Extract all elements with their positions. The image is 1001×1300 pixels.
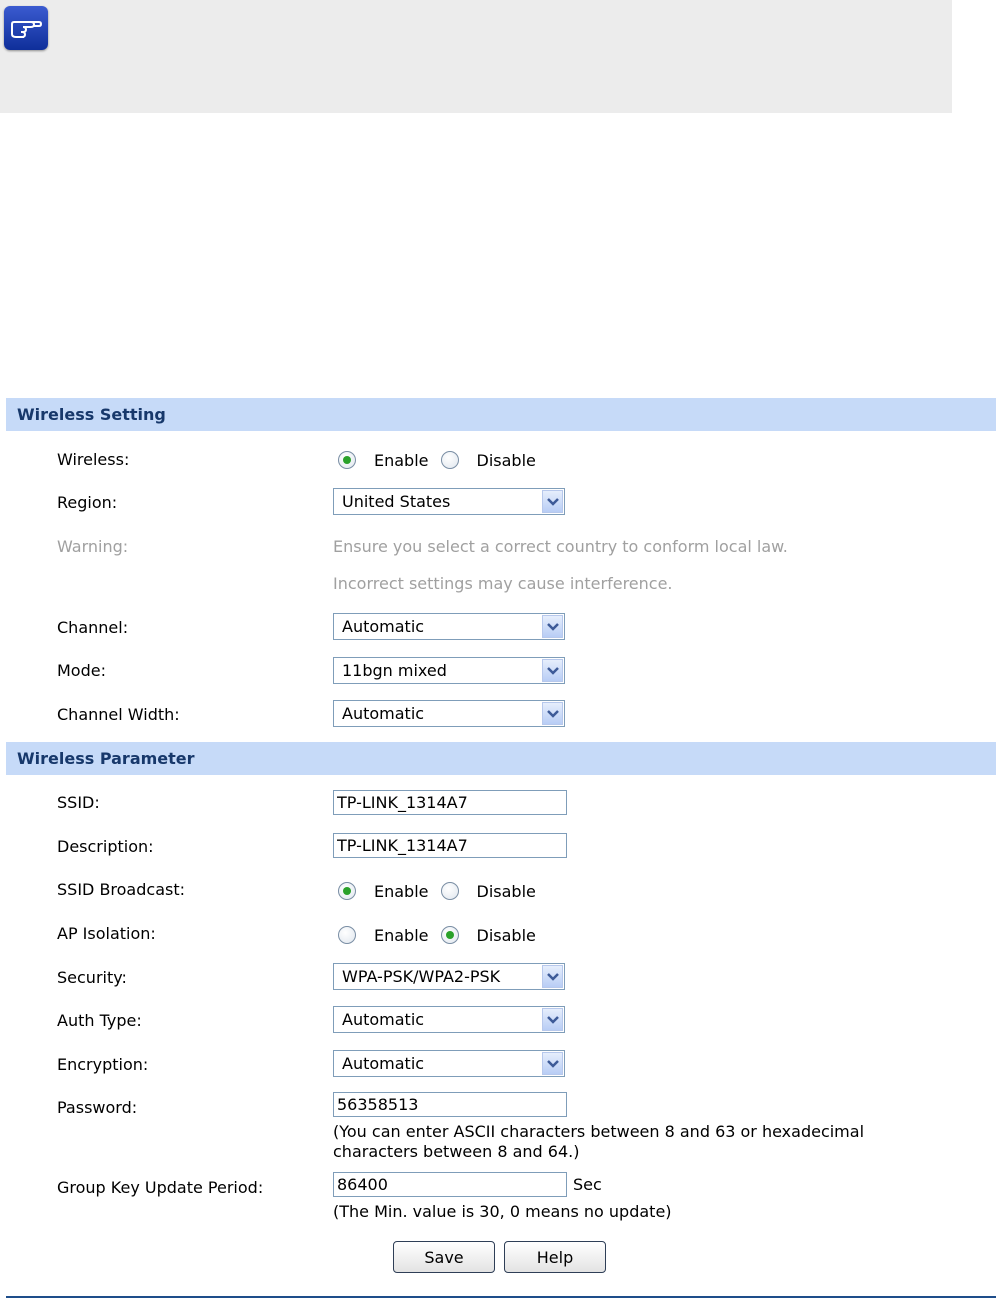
group-key-label: Group Key Update Period: [57,1178,264,1197]
password-input[interactable] [333,1092,567,1117]
ap-isolation-disable-label: Disable [476,925,536,945]
hand-pointing-icon [4,6,48,50]
group-key-input[interactable] [333,1172,567,1197]
channel-width-select[interactable] [333,700,565,727]
group-key-unit: Sec [573,1175,602,1194]
bottom-divider [6,1296,996,1298]
chevron-down-icon [542,615,563,638]
wireless-label: Wireless: [57,450,130,469]
wireless-enable-label: Enable [374,450,429,470]
description-input[interactable] [333,833,567,858]
channel-width-value: Automatic [342,704,425,723]
chevron-down-icon [542,1008,563,1031]
auth-type-value: Automatic [342,1010,425,1029]
password-note-line1: (You can enter ASCII characters between 8 and 63 or hexadecimal [333,1122,865,1141]
save-button[interactable]: Save [393,1241,495,1273]
chevron-down-icon [542,1052,563,1075]
channel-select[interactable] [333,613,565,640]
warning-text-line2: Incorrect settings may cause interference. [333,574,673,593]
warning-text-line1: Ensure you select a correct country to conform local law. [333,537,788,556]
help-button[interactable]: Help [504,1241,606,1273]
wireless-radio-group [338,449,548,471]
chevron-down-icon [542,490,563,513]
ssid-broadcast-label: SSID Broadcast: [57,880,185,899]
channel-width-label: Channel Width: [57,705,180,724]
description-label: Description: [57,837,154,856]
ssid-broadcast-enable-radio[interactable] [338,882,356,900]
mode-label: Mode: [57,661,106,680]
warning-label: Warning: [57,537,129,556]
wireless-enable-radio[interactable] [338,451,356,469]
ap-isolation-enable-radio[interactable] [338,926,356,944]
encryption-select[interactable] [333,1050,565,1077]
wireless-disable-radio[interactable] [441,451,459,469]
channel-label: Channel: [57,618,129,637]
encryption-label: Encryption: [57,1055,149,1074]
ssid-input[interactable] [333,790,567,815]
encryption-value: Automatic [342,1054,425,1073]
ap-isolation-radio-group [338,924,548,946]
password-label: Password: [57,1098,138,1117]
region-select[interactable] [333,488,565,515]
ap-isolation-disable-radio[interactable] [441,926,459,944]
chevron-down-icon [542,702,563,725]
group-key-note: (The Min. value is 30, 0 means no update) [333,1202,672,1221]
chevron-down-icon [542,659,563,682]
note-box [0,0,952,113]
ssid-broadcast-radio-group [338,880,548,902]
ssid-broadcast-disable-label: Disable [476,881,536,901]
ap-isolation-label: AP Isolation: [57,924,156,943]
security-value: WPA-PSK/WPA2-PSK [342,967,501,986]
region-value: United States [342,492,451,511]
auth-type-select[interactable] [333,1006,565,1033]
region-label: Region: [57,493,118,512]
ssid-broadcast-enable-label: Enable [374,881,429,901]
wireless-setting-header: Wireless Setting [6,398,996,431]
security-select[interactable] [333,963,565,990]
ap-isolation-enable-label: Enable [374,925,429,945]
wireless-parameter-header: Wireless Parameter [6,742,996,775]
mode-value: 11bgn mixed [342,661,447,680]
chevron-down-icon [542,965,563,988]
ssid-broadcast-disable-radio[interactable] [441,882,459,900]
security-label: Security: [57,968,127,987]
auth-type-label: Auth Type: [57,1011,142,1030]
wireless-disable-label: Disable [476,450,536,470]
channel-value: Automatic [342,617,425,636]
ssid-label: SSID: [57,793,100,812]
mode-select[interactable] [333,657,565,684]
password-note-line2: characters between 8 and 64.) [333,1142,580,1161]
